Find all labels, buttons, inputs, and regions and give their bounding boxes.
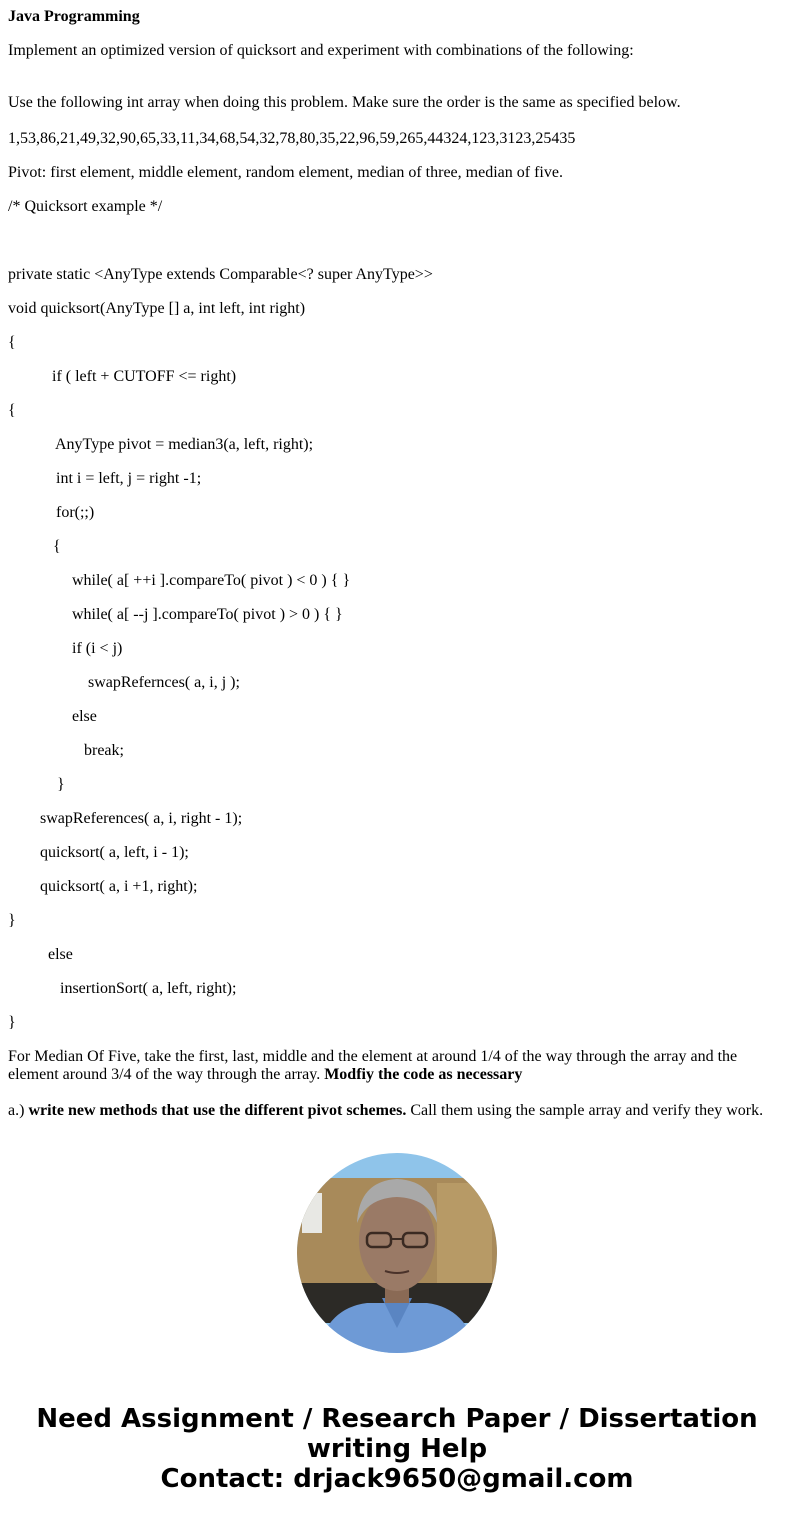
intro-text: Implement an optimized version of quicksort and experiment with combinations of the following: <box>8 42 634 59</box>
task-paragraph <box>8 1102 786 1120</box>
code-line: else <box>72 708 97 725</box>
task-emphasis: write new methods that use the different pivot schemes. <box>28 1102 407 1119</box>
code-line: quicksort( a, left, i - 1); <box>40 844 189 861</box>
code-line: for(;;) <box>56 504 95 521</box>
avatar <box>297 1153 497 1353</box>
code-line: while( a[ --j ].compareTo( pivot ) > 0 ) { } <box>72 606 343 623</box>
code-line: swapRefernces( a, i, j ); <box>88 674 240 691</box>
promo-line-2: writing Help <box>306 1434 488 1464</box>
code-line: quicksort( a, i +1, right); <box>40 878 198 895</box>
array-instruction: Use the following int array when doing this problem. Make sure the order is the same as specified below. <box>8 94 681 111</box>
code-line: else <box>48 946 73 963</box>
code-line: if (i < j) <box>72 640 123 657</box>
code-line: { <box>53 538 61 555</box>
code-comment: /* Quicksort example */ <box>8 198 163 215</box>
task-prefix: a.) <box>8 1102 25 1119</box>
code-line: private static <AnyType extends Comparable<? super AnyType>> <box>8 266 433 283</box>
task-rest: Call them using the sample array and verify they work. <box>410 1102 764 1119</box>
code-line: void quicksort(AnyType [] a, int left, int right) <box>8 300 306 317</box>
pivot-options: Pivot: first element, middle element, random element, median of three, median of five. <box>8 164 563 181</box>
page-title: Java Programming <box>8 8 140 25</box>
code-line: int i = left, j = right -1; <box>56 470 202 487</box>
code-line: insertionSort( a, left, right); <box>60 980 237 997</box>
code-line: { <box>8 402 16 419</box>
code-line: } <box>57 776 65 793</box>
portrait-image <box>297 1153 497 1353</box>
code-line: { <box>8 334 16 351</box>
code-line: } <box>8 1014 16 1031</box>
code-line: if ( left + CUTOFF <= right) <box>52 368 237 385</box>
code-line: break; <box>84 742 124 759</box>
median-five-paragraph <box>8 1048 786 1084</box>
median-five-emphasis: Modfiy the code as necessary <box>324 1066 523 1083</box>
median-five-text: For Median Of Five, take the first, last, middle and the element at around 1/4 of the way through the array and the element around 3/4 of the way through the array. <box>8 1048 738 1083</box>
code-line: AnyType pivot = median3(a, left, right); <box>55 436 314 453</box>
code-line: swapReferences( a, i, right - 1); <box>40 810 243 827</box>
array-values: 1,53,86,21,49,32,90,65,33,11,34,68,54,32,78,80,35,22,96,59,265,44324,123,3123,25435 <box>8 130 576 147</box>
code-line: } <box>8 912 16 929</box>
promo-line-1: Need Assignment / Research Paper / Dissertation <box>36 1404 758 1434</box>
code-line: while( a[ ++i ].compareTo( pivot ) < 0 ) { } <box>72 572 351 589</box>
promo-contact: Contact: drjack9650@gmail.com <box>160 1464 634 1494</box>
promo-banner <box>0 1404 794 1494</box>
